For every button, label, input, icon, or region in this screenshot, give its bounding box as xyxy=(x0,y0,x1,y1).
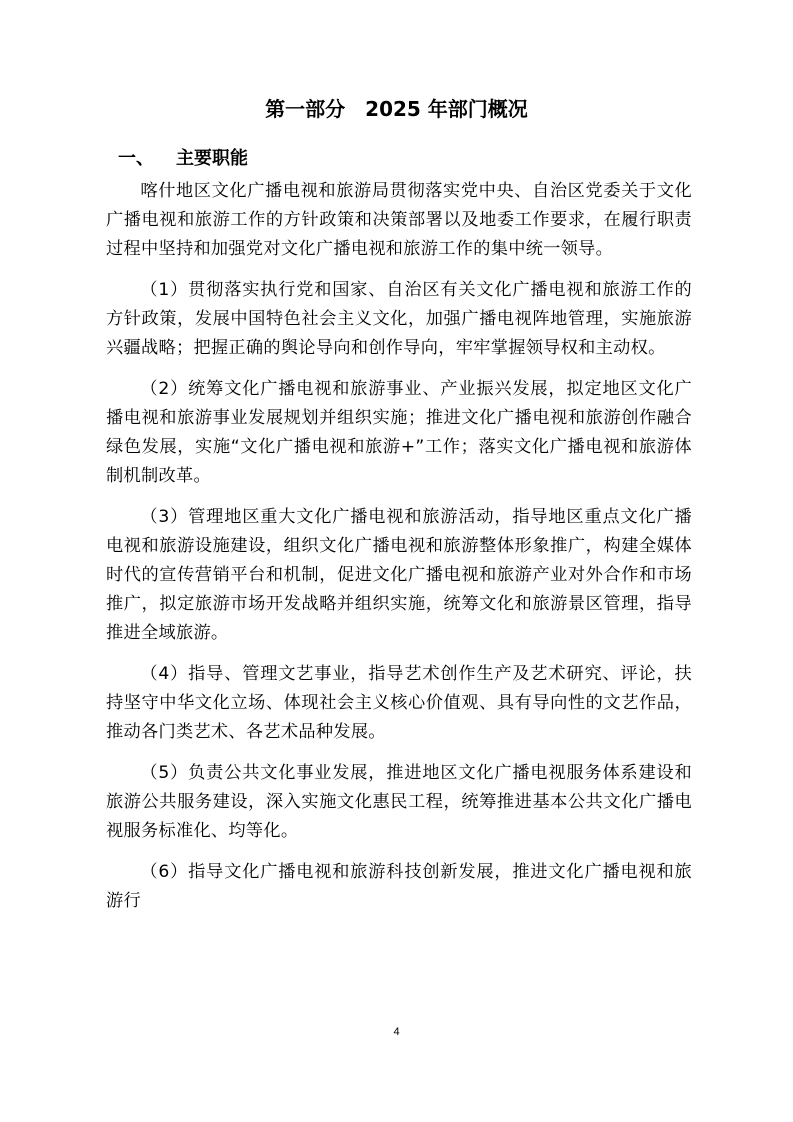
body-text xyxy=(106,177,692,928)
paragraph-duty-3: （3）管理地区重大文化广播电视和旅游活动，指导地区重点文化广播电视和旅游设施建设，组织文化广播电视和旅游整体形象推广，构建全媒体时代的宣传营销平台和机制，促进文化广播电视和旅游产业对外合作和市场推广，拟定旅游市场开发战略并组织实施，统筹文化和旅游景区管理，指导推进全域旅游。 xyxy=(106,507,692,643)
section-heading-text: 主要职能 xyxy=(176,148,248,169)
paragraph-duty-6: （6）指导文化广播电视和旅游科技创新发展，推进文化广播电视和旅游行 xyxy=(106,862,692,911)
paragraph-duty-2: （2）统筹文化广播电视和旅游事业、产业振兴发展，拟定地区文化广播电视和旅游事业发展规划并组织实施；推进文化广播电视和旅游创作融合绿色发展，实施“文化广播电视和旅游+”工作；落实文化广播电视和旅游体制机制改革。 xyxy=(106,379,692,486)
page-number: 4 xyxy=(393,1026,400,1038)
section-number: 一、 xyxy=(118,148,154,169)
paragraph-duty-5: （5）负责公共文化事业发展，推进地区文化广播电视服务体系建设和旅游公共服务建设，深入实施文化惠民工程，统筹推进基本公共文化广播电视服务标准化、均等化。 xyxy=(106,763,692,841)
page-title: 第一部分 2025 年部门概况 xyxy=(265,97,528,121)
section-heading xyxy=(118,145,270,173)
paragraph-duty-4: （4）指导、管理文艺事业，指导艺术创作生产及艺术研究、评论，扶持坚守中华文化立场、体现社会主义核心价值观、具有导向性的文艺作品，推动各门类艺术、各艺术品种发展。 xyxy=(106,664,692,742)
paragraph-intro: 喀什地区文化广播电视和旅游局贯彻落实党中央、自治区党委关于文化广播电视和旅游工作的方针政策和决策部署以及地委工作要求，在履行职责过程中坚持和加强党对文化广播电视和旅游工作的集中统一领导。 xyxy=(106,181,692,259)
paragraph-duty-1: （1）贯彻落实执行党和国家、自治区有关文化广播电视和旅游工作的方针政策，发展中国特色社会主义文化，加强广播电视阵地管理，实施旅游兴疆战略；把握正确的舆论导向和创作导向，牢牢掌握领导权和主动权。 xyxy=(106,280,692,358)
